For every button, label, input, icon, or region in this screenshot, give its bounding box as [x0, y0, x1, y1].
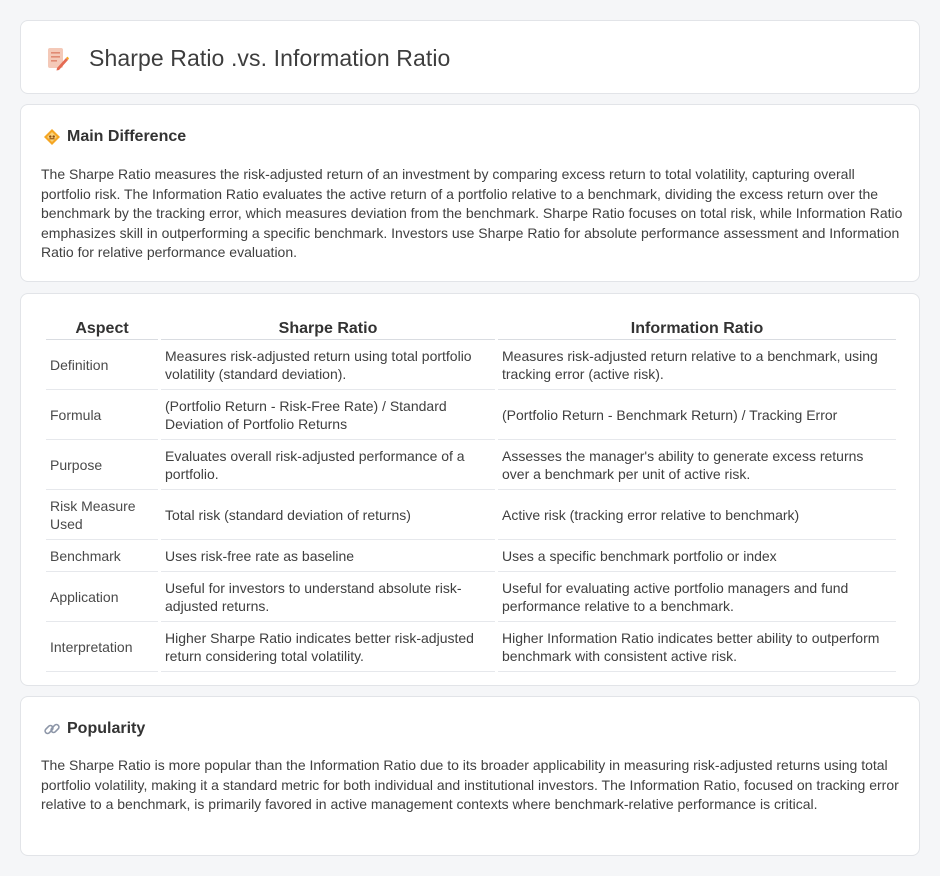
title-row [45, 45, 450, 72]
popularity-text: The Sharpe Ratio is more popular than the Information Ratio due to its broader applicability in measuring risk-adjusted returns using total portfolio volatility, making it a standard metric for both individual and institutional investors. The Information Ratio, focused on tracking error relative to a benchmark, is primarily favored in active management contexts where benchmark-relative performance is critical. [41, 757, 899, 813]
popularity-card [20, 696, 920, 856]
header-card [20, 20, 920, 94]
popularity-heading [43, 720, 145, 738]
information-cell: Assesses the manager's ability to generate excess returns over a benchmark per unit of active risk. [498, 440, 896, 490]
aspect-cell: Purpose [46, 440, 158, 490]
page-title: Sharpe Ratio .vs. Information Ratio [89, 45, 451, 71]
sharpe-cell: Evaluates overall risk-adjusted performance of a portfolio. [161, 440, 495, 490]
comparison-table [43, 316, 899, 672]
information-cell: Measures risk-adjusted return relative to a benchmark, using tracking error (active risk). [498, 340, 896, 390]
popularity-title: Popularity [67, 720, 146, 737]
document-edit-icon [45, 46, 69, 72]
information-cell: Useful for evaluating active portfolio managers and fund performance relative to a benchmark. [498, 572, 896, 622]
table-row [46, 340, 896, 390]
sharpe-cell: Higher Sharpe Ratio indicates better risk-adjusted return considering total volatility. [161, 622, 495, 672]
information-cell: (Portfolio Return - Benchmark Return) / Tracking Error [498, 390, 896, 440]
main-difference-title: Main Difference [67, 128, 187, 145]
column-header-information: Information Ratio [498, 316, 896, 340]
table-header-row [46, 316, 896, 340]
table-row [46, 390, 896, 440]
table-row [46, 440, 896, 490]
sharpe-cell: Useful for investors to understand absolute risk-adjusted returns. [161, 572, 495, 622]
information-cell: Higher Information Ratio indicates better ability to outperform benchmark with consistent active risk. [498, 622, 896, 672]
aspect-cell: Risk Measure Used [46, 490, 158, 540]
link-chain-icon [43, 720, 61, 738]
column-header-aspect: Aspect [46, 316, 158, 340]
table-row [46, 622, 896, 672]
sharpe-cell: Uses risk-free rate as baseline [161, 540, 495, 572]
table-row [46, 490, 896, 540]
aspect-cell: Definition [46, 340, 158, 390]
comparison-table-card [20, 293, 920, 686]
column-header-sharpe: Sharpe Ratio [161, 316, 495, 340]
table-row [46, 540, 896, 572]
aspect-cell: Application [46, 572, 158, 622]
sharpe-cell: (Portfolio Return - Risk-Free Rate) / Standard Deviation of Portfolio Returns [161, 390, 495, 440]
diamond-badge-icon [43, 128, 61, 146]
aspect-cell: Benchmark [46, 540, 158, 572]
information-cell: Uses a specific benchmark portfolio or index [498, 540, 896, 572]
information-cell: Active risk (tracking error relative to benchmark) [498, 490, 896, 540]
main-difference-heading [43, 128, 186, 146]
sharpe-cell: Total risk (standard deviation of returns) [161, 490, 495, 540]
main-difference-text: The Sharpe Ratio measures the risk-adjusted return of an investment by comparing excess return to total volatility, capturing overall portfolio risk. The Information Ratio evaluates the active return of a portfolio relative to a benchmark, dividing the excess return over the benchmark by the tracking error, which measures deviation from the benchmark. Sharpe Ratio focuses on total risk, while Information Ratio emphasizes skill in outperforming a specific benchmark. Investors use Sharpe Ratio for absolute performance assessment and Information Ratio for relative performance evaluation. [41, 166, 903, 261]
sharpe-cell: Measures risk-adjusted return using total portfolio volatility (standard deviation). [161, 340, 495, 390]
aspect-cell: Interpretation [46, 622, 158, 672]
aspect-cell: Formula [46, 390, 158, 440]
main-difference-card [20, 104, 920, 282]
table-row [46, 572, 896, 622]
